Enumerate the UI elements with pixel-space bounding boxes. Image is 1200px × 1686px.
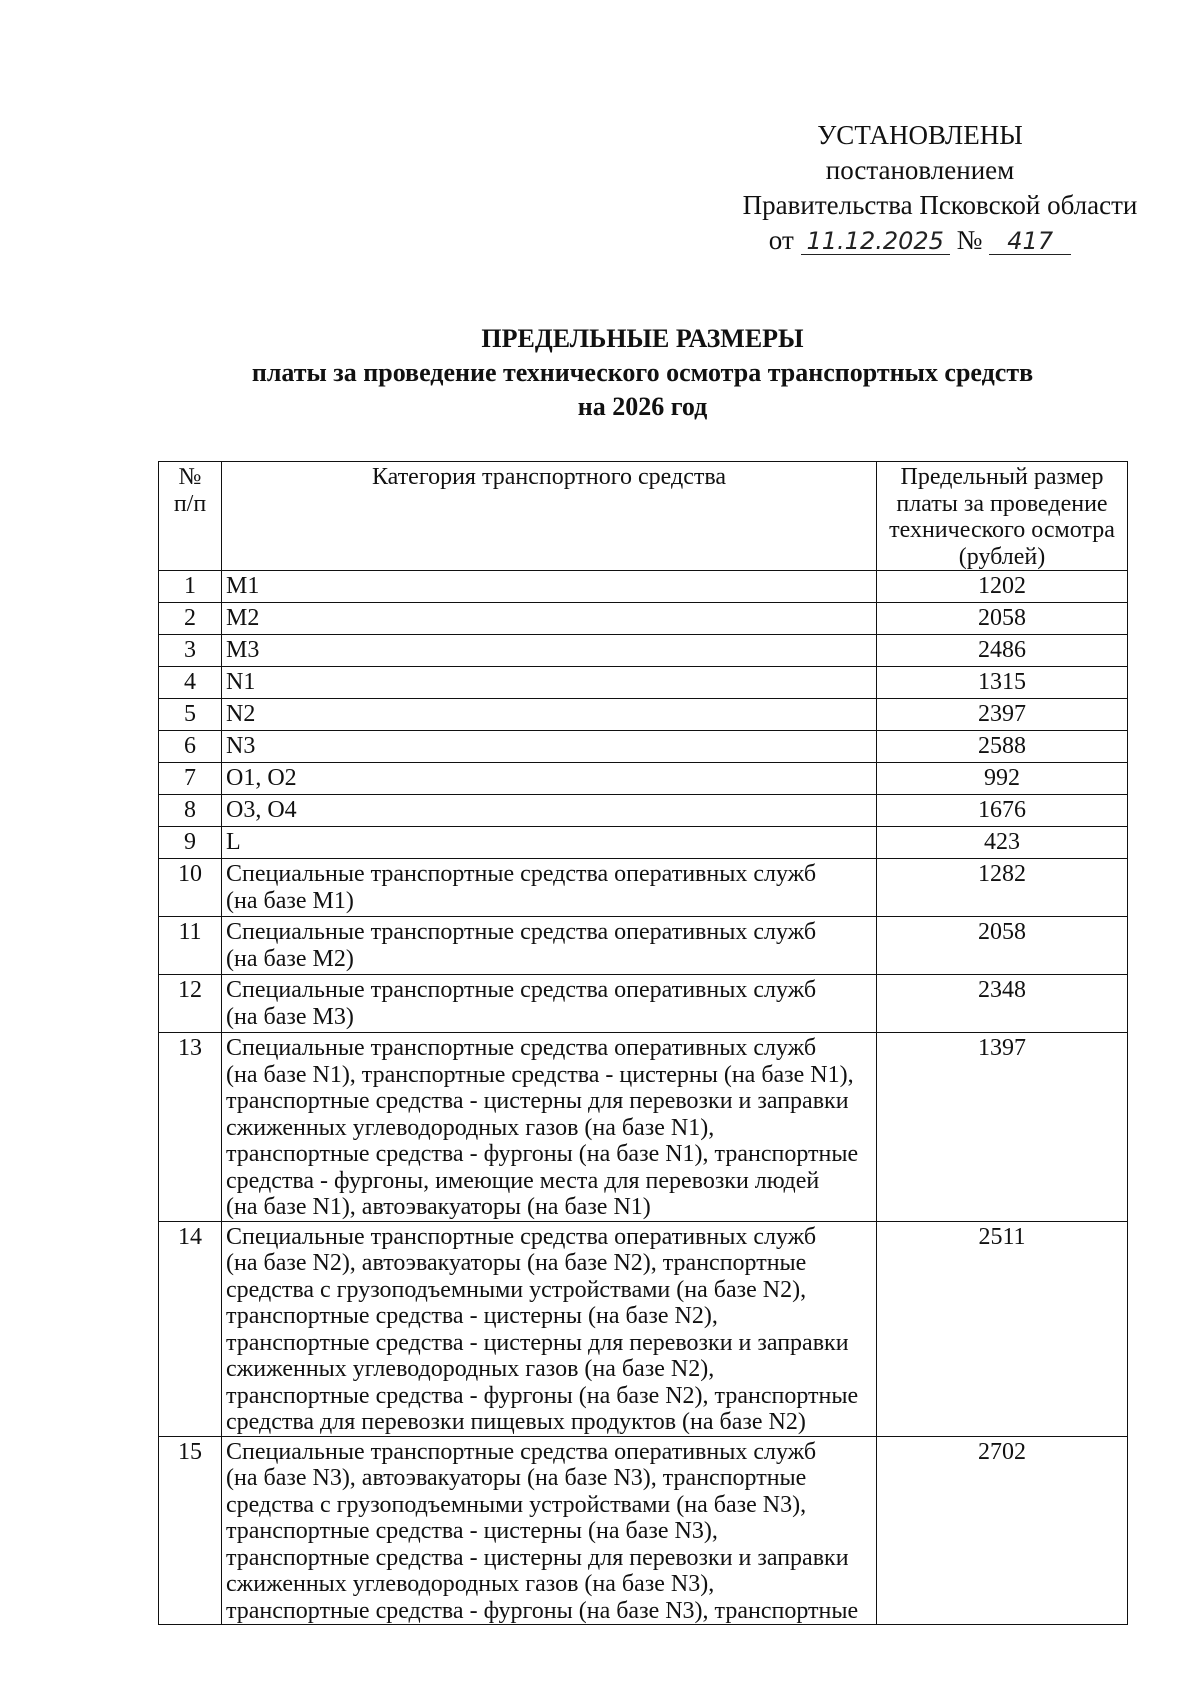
- table-row: [159, 635, 1128, 667]
- row-category: N3: [222, 731, 877, 763]
- row-number: 9: [159, 827, 222, 859]
- approval-authority: Правительства Псковской области: [742, 190, 1138, 220]
- row-number: 13: [159, 1033, 222, 1222]
- row-fee: 992: [877, 763, 1128, 795]
- row-number: 11: [159, 917, 222, 975]
- row-number: 10: [159, 859, 222, 917]
- row-fee: 1282: [877, 859, 1128, 917]
- table-row: [159, 859, 1128, 917]
- row-fee: 1397: [877, 1033, 1128, 1222]
- row-fee: 2702: [877, 1436, 1128, 1625]
- handwritten-number: 417: [989, 228, 1071, 255]
- number-prefix: №: [956, 225, 983, 255]
- approval-heading: УСТАНОВЛЕНЫ: [817, 120, 1023, 150]
- approval-block: [640, 118, 1200, 258]
- table-row: [159, 1436, 1128, 1625]
- row-fee: 2348: [877, 975, 1128, 1033]
- row-fee: 2058: [877, 603, 1128, 635]
- table-row: [159, 917, 1128, 975]
- row-category: M3: [222, 635, 877, 667]
- table-row: [159, 731, 1128, 763]
- row-category: L: [222, 827, 877, 859]
- row-fee: 1315: [877, 667, 1128, 699]
- header-number: № п/п: [159, 462, 222, 571]
- row-fee: 2397: [877, 699, 1128, 731]
- table-row: [159, 571, 1128, 603]
- row-category: O1, O2: [222, 763, 877, 795]
- row-category: M1: [222, 571, 877, 603]
- approval-date-line: [640, 223, 1200, 258]
- row-number: 5: [159, 699, 222, 731]
- table-row: [159, 763, 1128, 795]
- row-category: N2: [222, 699, 877, 731]
- row-category: N1: [222, 667, 877, 699]
- header-category: Категория транспортного средства: [222, 462, 877, 571]
- fees-table: [158, 461, 1128, 1625]
- row-number: 8: [159, 795, 222, 827]
- row-fee: 1202: [877, 571, 1128, 603]
- row-number: 2: [159, 603, 222, 635]
- row-category: Специальные транспортные средства оперативных служб (на базе M2): [222, 917, 877, 975]
- row-number: 14: [159, 1221, 222, 1436]
- row-number: 7: [159, 763, 222, 795]
- row-number: 3: [159, 635, 222, 667]
- approval-line: постановлением: [825, 155, 1015, 185]
- row-number: 6: [159, 731, 222, 763]
- row-number: 15: [159, 1436, 222, 1625]
- handwritten-date: 11.12.2025: [801, 228, 950, 255]
- row-category: Специальные транспортные средства оперативных служб (на базе N1), транспортные средства - цистерны (на базе N1), транспортные средства - цистерны для перевозки и заправки сжиженных углеводородных газов (на базе N1), транспортные средства - фургоны (на базе N1), транспортные средства - фургоны, имеющие места для перевозки людей (на базе N1), автоэвакуаторы (на базе N1): [222, 1033, 877, 1222]
- table-row: [159, 699, 1128, 731]
- row-fee: 2588: [877, 731, 1128, 763]
- row-number: 1: [159, 571, 222, 603]
- table-row: [159, 827, 1128, 859]
- row-number: 4: [159, 667, 222, 699]
- table-row: [159, 667, 1128, 699]
- row-category: Специальные транспортные средства оперативных служб (на базе M3): [222, 975, 877, 1033]
- row-fee: 2058: [877, 917, 1128, 975]
- title-line-3: на 2026 год: [577, 392, 708, 421]
- title-line-2: платы за проведение технического осмотра транспортных средств: [251, 358, 1034, 387]
- row-category: M2: [222, 603, 877, 635]
- row-fee: 1676: [877, 795, 1128, 827]
- document-title: [150, 322, 1135, 424]
- row-category: O3, O4: [222, 795, 877, 827]
- table-row: [159, 975, 1128, 1033]
- table-row: [159, 603, 1128, 635]
- row-category: Специальные транспортные средства оперативных служб (на базе N2), автоэвакуаторы (на базе N2), транспортные средства с грузоподъемными устройствами (на базе N2), транспортные средства - цистерны (на базе N2), транспортные средства - цистерны для перевозки и заправки сжиженных углеводородных газов (на базе N2), транспортные средства - фургоны (на базе N2), транспортные средства для перевозки пищевых продуктов (на базе N2): [222, 1221, 877, 1436]
- row-fee: 423: [877, 827, 1128, 859]
- row-category: Специальные транспортные средства оперативных служб (на базе M1): [222, 859, 877, 917]
- header-fee: Предельный размер платы за проведение технического осмотра (рублей): [877, 462, 1128, 571]
- title-line-1: ПРЕДЕЛЬНЫЕ РАЗМЕРЫ: [481, 324, 804, 353]
- row-category: Специальные транспортные средства оперативных служб (на базе N3), автоэвакуаторы (на базе N3), транспортные средства с грузоподъемными устройствами (на базе N3), транспортные средства - цистерны (на базе N3), транспортные средства - цистерны для перевозки и заправки сжиженных углеводородных газов (на базе N3), транспортные средства - фургоны (на базе N3), транспортные: [222, 1436, 877, 1625]
- table-row: [159, 1033, 1128, 1222]
- table-header-row: [159, 462, 1128, 571]
- row-fee: 2511: [877, 1221, 1128, 1436]
- date-prefix: от: [768, 225, 794, 255]
- row-number: 12: [159, 975, 222, 1033]
- table-row: [159, 795, 1128, 827]
- row-fee: 2486: [877, 635, 1128, 667]
- table-row: [159, 1221, 1128, 1436]
